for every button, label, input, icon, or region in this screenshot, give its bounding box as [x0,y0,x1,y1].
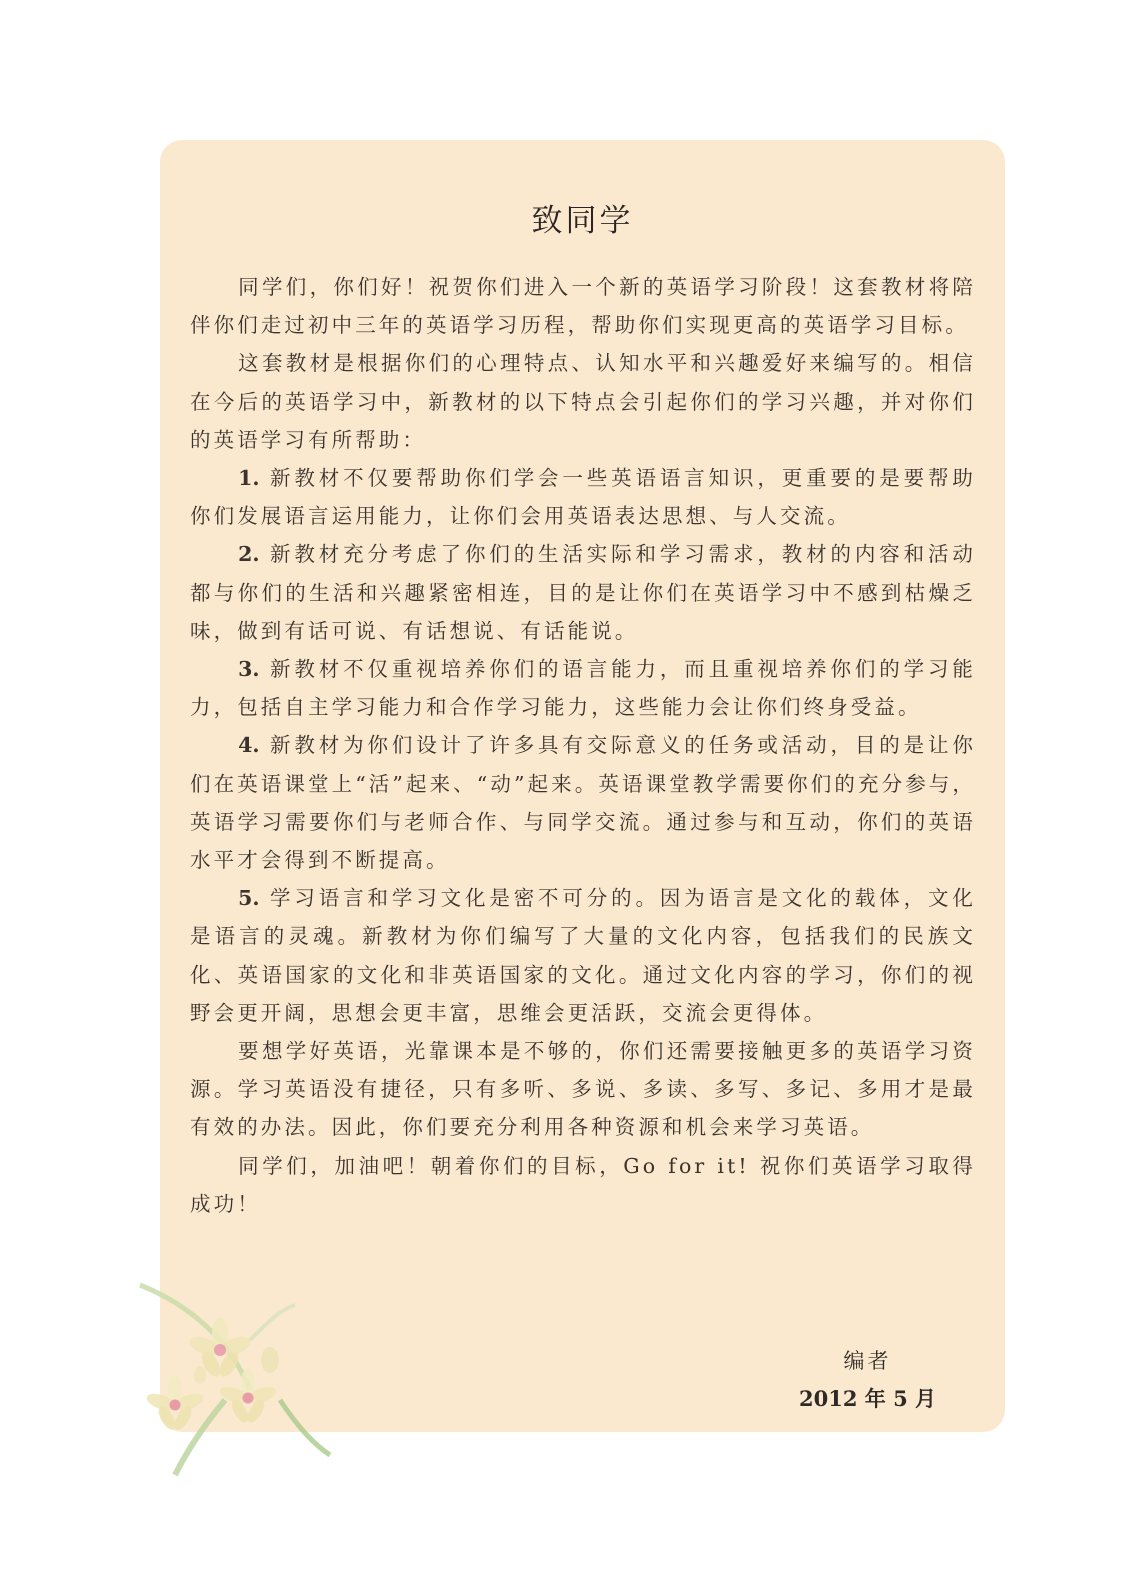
feature-item [190,650,976,726]
feature-item-text: 学习语言和学习文化是密不可分的。因为语言是文化的载体，文化是语言的灵魂。新教材为你们编写了大量的文化内容，包括我们的民族文化、英语国家的文化和非英语国家的文化。通过文化内容的学习，你们的视野会更开阔，思想会更丰富，思维会更活跃，交流会更得体。 [190,886,976,1025]
closing-paragraph: 要想学好英语，光靠课本是不够的，你们还需要接触更多的英语学习资源。学习英语没有捷径，只有多听、多说、多读、多写、多记、多用才是最有效的办法。因此，你们要充分利用各种资源和机会来学习英语。 [190,1039,976,1140]
feature-item-text: 新教材为你们设计了许多具有交际意义的任务或活动，目的是让你们在英语课堂上“活”起来、“动”起来。英语课堂教学需要你们的充分参与，英语学习需要你们与老师合作、与同学交流。通过参与和互动，你们的英语水平才会得到不断提高。 [190,733,976,873]
orchid-flower-icon [130,1280,345,1480]
feature-item-text: 新教材充分考虑了你们的生活实际和学习需求，教材的内容和活动都与你们的生活和兴趣紧密相连，目的是让你们在英语学习中不感到枯燥乏味，做到有话可说、有话想说、有话能说。 [190,542,976,643]
feature-item-text: 新教材不仅重视培养你们的语言能力，而且重视培养你们的学习能力，包括自主学习能力和合作学习能力，这些能力会让你们终身受益。 [190,657,976,720]
signature-block [780,1345,960,1413]
feature-item [190,459,976,535]
feature-item [190,726,976,879]
signature-author: 编者 [843,1349,892,1373]
feature-item-number: 5. [238,886,260,911]
feature-item [190,535,976,650]
feature-item-number: 2. [238,542,260,567]
closing-paragraph: 同学们，加油吧！朝着你们的目标，Go for it! 祝你们英语学习取得成功！ [190,1153,976,1216]
letter-title: 致同学 [531,203,634,239]
feature-item-number: 3. [238,657,260,682]
feature-item [190,879,976,1032]
intro-paragraph: 同学们，你们好！祝贺你们进入一个新的英语学习阶段！这套教材将陪伴你们走过初中三年的英语学习历程，帮助你们实现更高的英语学习目标。 [190,275,976,338]
intro-paragraph: 这套教材是根据你们的心理特点、认知水平和兴趣爱好来编写的。相信在今后的英语学习中，新教材的以下特点会引起你们的学习兴趣，并对你们的英语学习有所帮助： [190,351,976,452]
letter-body [190,268,976,1223]
feature-item-text: 新教材不仅要帮助你们学会一些英语语言知识，更重要的是要帮助你们发展语言运用能力，让你们会用英语表达思想、与人交流。 [190,466,976,529]
signature-date: 2012 年 5 月 [799,1386,936,1411]
feature-item-number: 1. [238,466,260,491]
feature-item-number: 4. [238,733,260,758]
